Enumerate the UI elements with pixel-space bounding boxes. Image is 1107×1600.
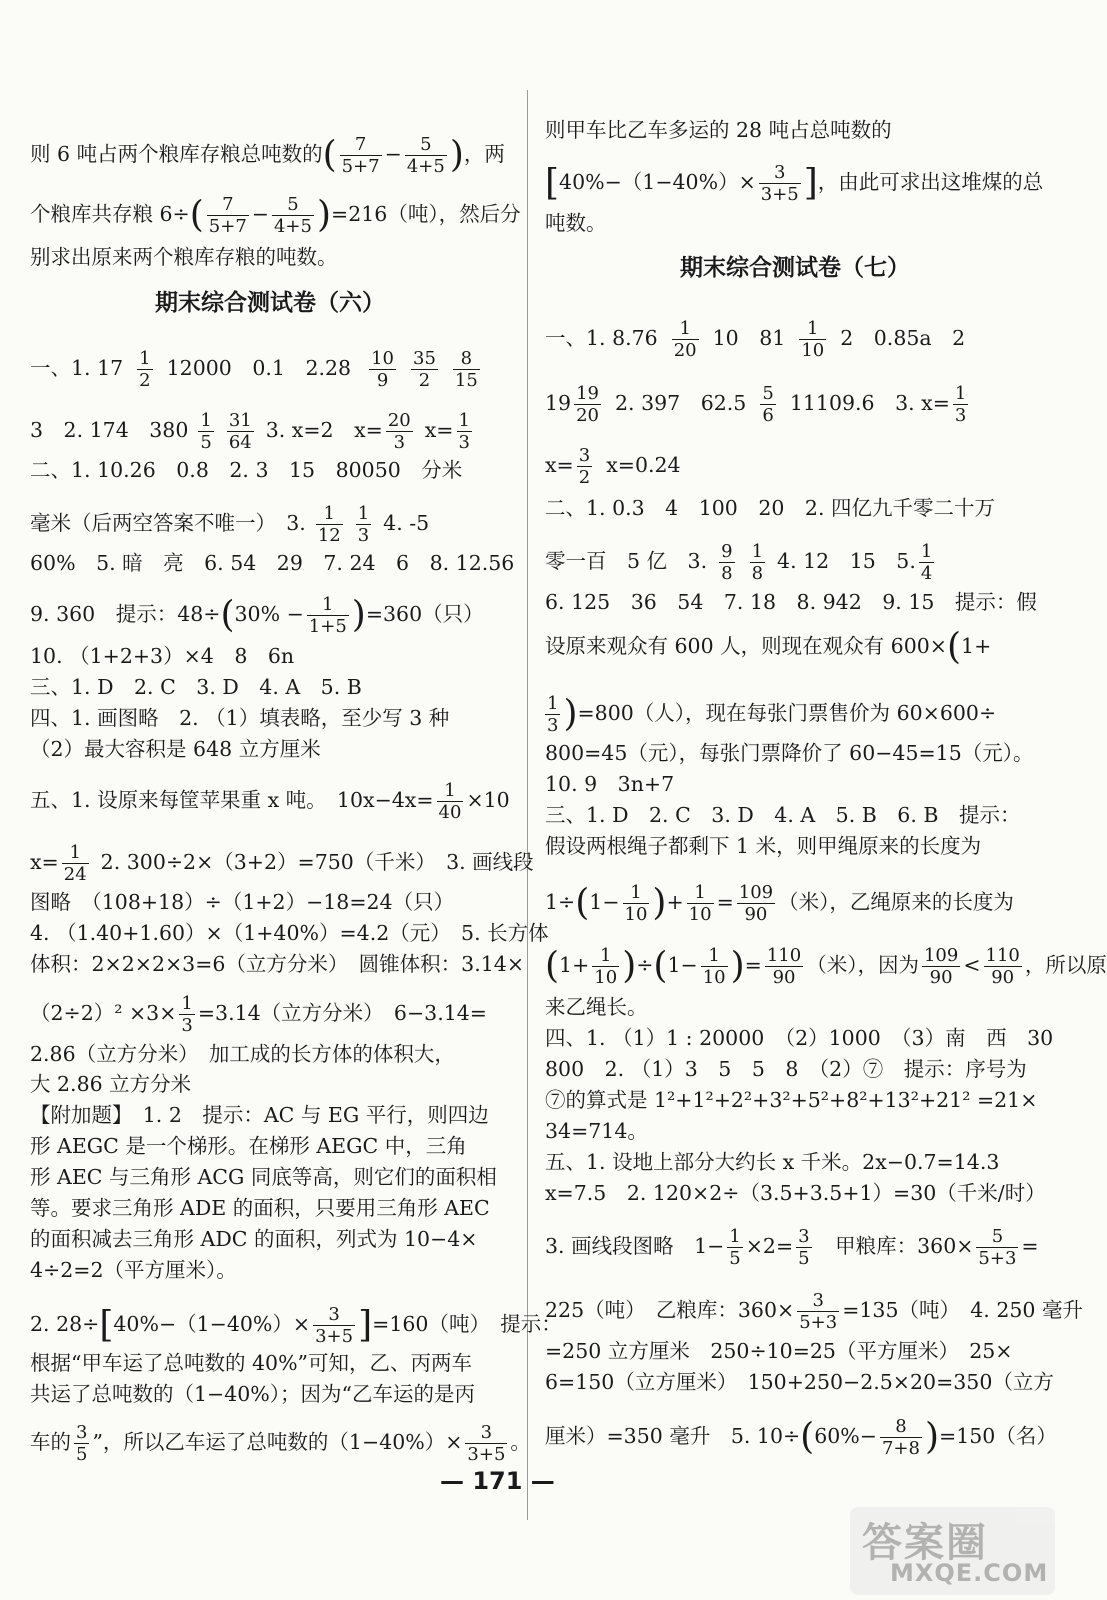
line — [545, 445, 681, 488]
text: 3. 画线段图略 1− — [545, 1234, 725, 1258]
fraction: $\frac{1}{3}$ — [547, 693, 559, 736]
line: 根据“甲车运了总吨数的 40%”可知，乙、丙两车 — [30, 1351, 473, 1375]
fraction: $\frac{5}{4+5}$ — [273, 194, 312, 237]
watermark-site: MXQE.COM — [890, 1559, 1049, 1587]
fraction: $\frac{1}{5}$ — [200, 410, 212, 453]
fraction: $\frac{1}{4}$ — [920, 541, 933, 584]
paren-close: ) — [652, 882, 667, 924]
paren-close: ) — [924, 1416, 940, 1458]
text: 19 — [545, 391, 572, 415]
text: 1+ — [961, 634, 992, 658]
line: 来乙绳长。 — [545, 995, 648, 1019]
line: 10. 9 3n+7 — [545, 772, 675, 796]
line: 二、1. 0.3 4 100 20 2. 四亿九千零二十万 — [545, 496, 996, 520]
fraction: $\frac{1}{12}$ — [317, 503, 341, 546]
text: ，由此可求出这堆煤的总 — [817, 170, 1044, 194]
paren-open: ( — [653, 945, 668, 987]
paren-open: ( — [189, 194, 204, 236]
text: 一、1. 8.76 — [545, 326, 658, 350]
line: 个粮库共存粮 6÷( $\frac{7}{5+7}$ − $\frac{5}{4+5}$ )=216（吨），然后分 — [30, 194, 521, 237]
text: 车的 — [30, 1430, 71, 1454]
line: 五、1. 设地上部分大约长 x 千米。2x−0.7=14.3 — [545, 1150, 1000, 1174]
line: 2.86（立方分米） 加工成的长方体的体积大， — [30, 1042, 455, 1066]
line: 二、1. 10.26 0.8 2. 3 15 80050 分米 — [30, 458, 463, 482]
fraction: $\frac{9}{8}$ — [721, 541, 733, 584]
paren-open: ( — [575, 882, 590, 924]
line: 四、1. （1）1 : 20000 （2）1000 （3）南 西 30 — [545, 1026, 1054, 1050]
line: 6=150（立方厘米） 150+250−2.5×20=350（立方 — [545, 1370, 1054, 1394]
text: 零一百 5 亿 3. — [545, 549, 708, 573]
text: 2. 397 62.5 — [615, 391, 747, 415]
text: + — [666, 890, 684, 914]
text: =216（吨），然后分 — [331, 202, 521, 226]
line: 800 2. （1）3 5 5 8 （2）⑦ 提示：序号为 — [545, 1057, 1027, 1081]
text: ，所以原 — [1024, 953, 1107, 977]
fraction: $\frac{109}{90}$ — [923, 945, 959, 988]
fraction: $\frac{8}{15}$ — [454, 348, 478, 391]
line — [545, 318, 965, 361]
fraction: $\frac{1}{3}$ — [954, 383, 967, 426]
watermark — [850, 1507, 1055, 1595]
paren-close: ) — [622, 945, 637, 987]
line: （2）最大容积是 648 立方厘米 — [30, 737, 321, 761]
paren-open: ( — [800, 1416, 815, 1458]
line: 60% 5. 暗 亮 6. 54 29 7. 24 6 8. 12.56 — [30, 551, 515, 575]
fraction: $\frac{1}{8}$ — [751, 541, 764, 584]
text: x= — [30, 850, 59, 874]
fraction: $\frac{1}{2}$ — [139, 348, 151, 391]
text: ，两 — [463, 142, 505, 166]
line — [545, 945, 1107, 988]
text: ÷ — [636, 953, 654, 977]
text: 五、1. 设原来每筐苹果重 x 吨。 10x−4x= — [30, 788, 434, 812]
text: =150（名） — [939, 1424, 1057, 1448]
fraction: $\frac{1}{10}$ — [801, 318, 825, 361]
paren-close: ) — [563, 693, 578, 735]
fraction: $\frac{109}{90}$ — [738, 882, 774, 925]
text: 毫米（后两空答案不唯一） 3. — [30, 511, 306, 535]
fraction: $\frac{1}{5}$ — [729, 1226, 741, 1269]
line — [545, 1226, 1039, 1269]
line: 吨数。 — [545, 211, 607, 235]
text: 1÷ — [545, 890, 576, 914]
bracket-open: [ — [99, 1304, 114, 1346]
text: 4. -5 — [383, 511, 430, 535]
text: 40%−（1−40%）× — [113, 1312, 311, 1336]
line: x=7.5 2. 120×2÷（3.5+3.5+1）=30（千米/时） — [545, 1181, 1046, 1205]
line — [30, 993, 487, 1036]
text: =360（只） — [365, 602, 484, 626]
line: 10. （1+2+3）×4 8 6n — [30, 644, 295, 668]
paren-open: ( — [322, 134, 337, 176]
line: 四、1. 画图略 2. （1）填表略，至少写 3 种 — [30, 706, 450, 730]
text: = — [744, 953, 762, 977]
text: x= — [545, 453, 574, 477]
text: 40%−（1−40%）× — [559, 170, 756, 194]
fraction: $\frac{3}{5}$ — [798, 1226, 810, 1269]
line — [545, 162, 1043, 205]
text: =160（吨） 提示： — [372, 1312, 562, 1336]
fraction: $\frac{3}{5}$ — [76, 1422, 88, 1465]
fraction: $\frac{1}{20}$ — [673, 318, 697, 361]
line: 800=45（元），每张门票降价了 60−45=15（元）。 — [545, 741, 1034, 765]
text: （米），因为 — [806, 953, 919, 977]
text: 个粮库共存粮 6÷ — [30, 202, 190, 226]
line: 共运了总吨数的（1−40%）；因为“乙车运的是丙 — [30, 1382, 476, 1406]
line — [545, 541, 937, 584]
fraction: $\frac{19}{20}$ — [576, 383, 599, 426]
fraction: $\frac{1}{3}$ — [181, 993, 193, 1036]
fraction: $\frac{8}{7+8}$ — [881, 1416, 920, 1459]
line: 34=714。 — [545, 1119, 648, 1143]
line: 形 AEGC 是一个梯形。在梯形 AEGC 中，三角 — [30, 1134, 467, 1158]
section-heading: 期末综合测试卷（七） — [680, 255, 910, 281]
fraction: $\frac{1}{24}$ — [63, 842, 87, 885]
line: 4. （1.40+1.60）×（1+40%）=4.2（元） 5. 长方体 — [30, 921, 549, 945]
text: 2 0.85a 2 — [840, 326, 966, 350]
bracket-open: [ — [545, 162, 560, 204]
fraction: $\frac{20}{3}$ — [387, 410, 411, 453]
line — [545, 1290, 1083, 1333]
text: 一、1. 17 — [30, 356, 124, 380]
text: = — [716, 890, 734, 914]
fraction: $\frac{1}{10}$ — [594, 945, 618, 988]
fraction: $\frac{10}{9}$ — [371, 348, 394, 391]
paren-open: ( — [946, 626, 962, 668]
fraction: $\frac{31}{64}$ — [228, 410, 252, 453]
line — [30, 842, 534, 885]
line — [545, 1416, 1057, 1459]
line: 【附加题】 1. 2 提示：AC 与 EG 平行，则四边 — [30, 1103, 489, 1127]
section-heading: 期末综合测试卷（六） — [155, 290, 385, 316]
fraction: $\frac{1}{10}$ — [702, 945, 726, 988]
text: 厘米）=350 毫升 5. 10÷ — [545, 1424, 801, 1448]
fraction: $\frac{3}{3+5}$ — [760, 162, 799, 205]
page-number: — 171 — — [440, 1467, 555, 1495]
text: =800（人），现在每张门票售价为 60×600÷ — [577, 701, 997, 725]
text: 1− — [589, 890, 620, 914]
text: 12000 0.1 2.28 — [166, 356, 352, 380]
fraction: $\frac{3}{2}$ — [578, 445, 591, 488]
line: 体积：2×2×2×3=6（立方分米） 圆锥体积：3.14× — [30, 952, 524, 976]
line — [30, 780, 510, 823]
text: ×2= — [745, 1234, 794, 1258]
fraction: $\frac{7}{5+7}$ — [341, 134, 380, 177]
text: 4. 12 15 5. — [777, 549, 916, 573]
text: 。 — [510, 1430, 531, 1454]
line: 别求出原来两个粮库存粮的吨数。 — [30, 245, 338, 269]
text: x=0.24 — [606, 453, 681, 477]
text: 9. 360 提示：48÷ — [30, 602, 221, 626]
fraction: $\frac{1}{1+5}$ — [308, 594, 347, 637]
fraction: $\frac{7}{5+7}$ — [208, 194, 247, 237]
text: 则 6 吨占两个粮库存粮总吨数的 — [30, 142, 323, 166]
fraction: $\frac{3}{3+5}$ — [315, 1304, 354, 1347]
paren-open: ( — [545, 945, 560, 987]
line: ⑦的算式是 1²+1²+2²+3²+5²+8²+13²+21² =21× — [545, 1088, 1038, 1112]
fraction: $\frac{1}{3}$ — [458, 410, 470, 453]
fraction: $\frac{110}{90}$ — [985, 945, 1020, 988]
line — [545, 626, 992, 668]
line — [30, 594, 484, 637]
fraction: $\frac{35}{2}$ — [413, 348, 436, 391]
fraction: $\frac{5}{6}$ — [762, 383, 774, 426]
text: ”，所以乙车运了总吨数的（1−40%）× — [92, 1430, 463, 1454]
line: 等。要求三角形 ADE 的面积，只要用三角形 AEC — [30, 1196, 490, 1220]
text: 11109.6 3. x= — [789, 391, 950, 415]
text: 设原来观众有 600 人，则现在观众有 600× — [545, 634, 947, 658]
fraction: $\frac{5}{5+3}$ — [978, 1226, 1017, 1269]
fraction: $\frac{3}{3+5}$ — [467, 1422, 506, 1465]
line: 三、1. D 2. C 3. D 4. A 5. B 6. B 提示： — [545, 803, 1021, 827]
text: < — [963, 953, 981, 977]
fraction: $\frac{110}{90}$ — [766, 945, 802, 988]
text: 2. 300÷2×（3+2）=750（千米） 3. 画线段 — [100, 850, 534, 874]
line — [30, 1422, 531, 1465]
line: 4÷2=2（平方厘米）。 — [30, 1258, 237, 1282]
paren-close: ) — [316, 194, 332, 236]
text: 3 2. 174 380 — [30, 418, 189, 442]
line: 图略 （108+18）÷（1+2）−18=24（只） — [30, 890, 455, 914]
paren-close: ) — [351, 594, 366, 636]
fraction: $\frac{1}{10}$ — [624, 882, 648, 925]
line — [30, 1304, 562, 1347]
text: ×10 — [466, 788, 510, 812]
text: 60%− — [814, 1424, 877, 1448]
text: 225（吨） 乙粮库：360× — [545, 1298, 795, 1322]
text: x= — [424, 418, 454, 442]
paren-close: ) — [449, 134, 464, 176]
text: 30% − — [234, 602, 304, 626]
line: 则 6 吨占两个粮库存粮总吨数的( $\frac{7}{5+7}$ − $\frac{5}{4+5}$ )，两 — [30, 134, 505, 177]
line: 的面积减去三角形 ADC 的面积，列式为 10−4× — [30, 1227, 478, 1251]
line — [30, 503, 429, 546]
text: 2. 28÷ — [30, 1312, 100, 1336]
line — [30, 348, 483, 391]
text: =3.14（立方分米） 6−3.14= — [197, 1001, 487, 1025]
line: 则甲车比乙车多运的 28 吨占总吨数的 — [545, 118, 892, 142]
line — [545, 882, 1014, 925]
bracket-close: ] — [358, 1304, 373, 1346]
line: 假设两根绳子都剩下 1 米，则甲绳原来的长度为 — [545, 834, 982, 858]
text: （2÷2）² ×3× — [30, 1001, 177, 1025]
watermark-title: 答案圈 — [862, 1520, 988, 1566]
text: 1+ — [559, 953, 590, 977]
line: 形 AEC 与三角形 ACG 同底等高，则它们的面积相 — [30, 1165, 497, 1189]
line: 大 2.86 立方分米 — [30, 1072, 192, 1096]
fraction: $\frac{1}{10}$ — [688, 882, 712, 925]
line: =250 立方厘米 250÷10=25（平方厘米） 25× — [545, 1339, 1013, 1363]
paren-close: ) — [730, 945, 745, 987]
text: 1− — [667, 953, 698, 977]
fraction: $\frac{1}{40}$ — [438, 780, 462, 823]
fraction: $\frac{3}{5+3}$ — [799, 1290, 838, 1333]
line: 6. 125 36 54 7. 18 8. 942 9. 15 提示：假 — [545, 590, 1037, 614]
line — [545, 383, 971, 426]
paren-open: ( — [220, 594, 235, 636]
line — [545, 693, 996, 736]
line: 三、1. D 2. C 3. D 4. A 5. B — [30, 675, 362, 699]
text: = — [1021, 1234, 1039, 1258]
text: 甲粮库：360× — [814, 1234, 974, 1258]
text: 3. x=2 x= — [265, 418, 383, 442]
line — [30, 410, 475, 453]
text: 10 81 — [712, 326, 786, 350]
text: =135（吨） 4. 250 毫升 — [842, 1298, 1083, 1322]
fraction: $\frac{1}{3}$ — [357, 503, 370, 546]
bracket-close: ] — [803, 162, 818, 204]
text: （米），乙绳原来的长度为 — [778, 890, 1014, 914]
fraction: $\frac{5}{4+5}$ — [406, 134, 445, 177]
